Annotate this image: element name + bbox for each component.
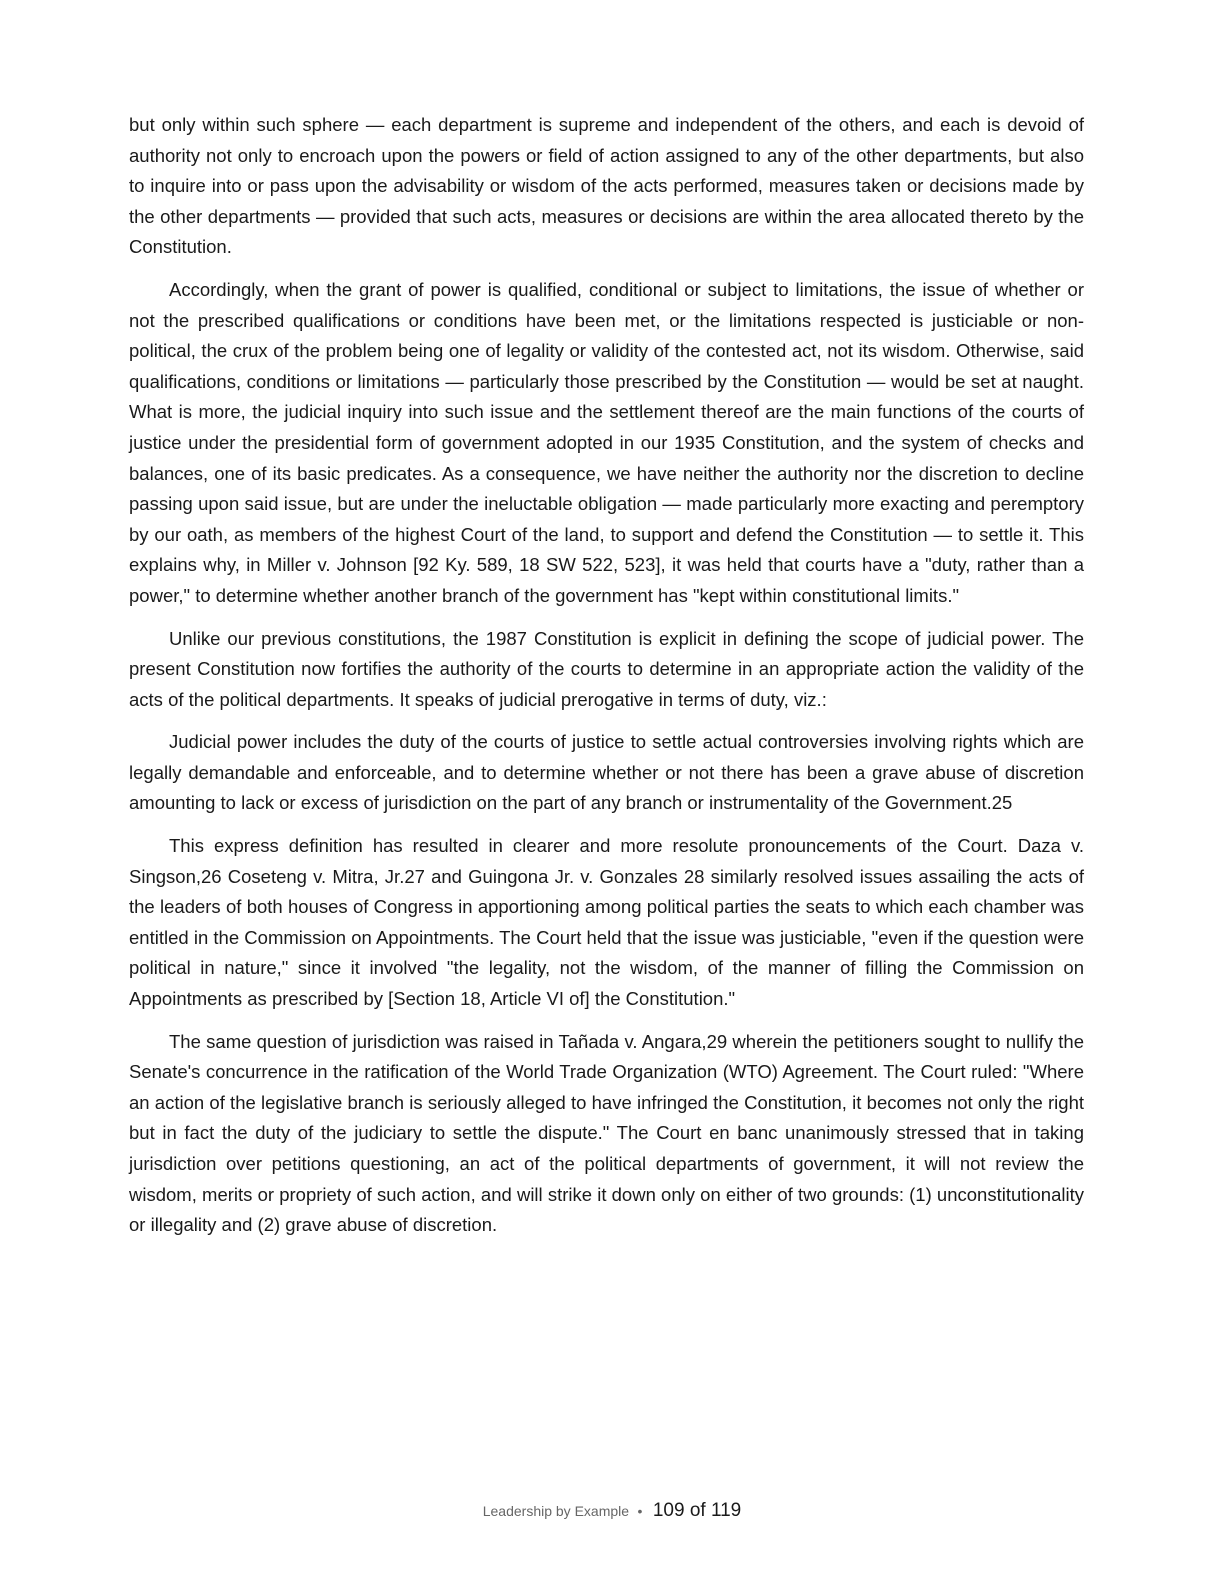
paragraph-judicial-power-quote: Judicial power includes the duty of the courts of justice to settle actual controversies involving rights which are legally demandable and enforceable, and to determine whether or not there has been a grave abuse of discretion amounting to lack or excess of jurisdiction on the part of any branch or instrumentality of the Government.25 xyxy=(129,731,1084,814)
page-footer xyxy=(0,1500,1224,1522)
footer-document-title: Leadership by Example xyxy=(482,1503,630,1519)
paragraph-1987-constitution: Unlike our previous constitutions, the 1987 Constitution is explicit in defining the scope of judicial power. The present Constitution now fortifies the authority of the courts to determine in an appropriate action the validity of the acts of the political departments. It speaks of judicial prerogative in terms of duty, viz.: xyxy=(129,627,1084,710)
paragraph-justiciability: Accordingly, when the grant of power is qualified, conditional or subject to limitations, the issue of whether or not the prescribed qualifications or conditions have been met, or the limitations respected is justiciable or non-political, the crux of the problem being one of legality or validity of the contested act, not its wisdom. Otherwise, said qualifications, conditions or limitations — particularly those prescribed by the Constitution — would be set at naught. What is more, the judicial inquiry into such issue and the settlement thereof are the main functions of the courts of justice under the presidential form of government adopted in our 1935 Constitution, and the system of checks and balances, one of its basic predicates. As a consequence, we have neither the authority nor the discretion to decline passing upon said issue, but are under the ineluctable obligation — made particularly more exacting and peremptory by our oath, as members of the highest Court of the land, to support and defend the Constitution — to settle it. This explains why, in Miller v. Johnson [92 Ky. 589, 18 SW 522, 523], it was held that courts have a "duty, rather than a power," to determine whether another branch of the government has "kept within constitutional limits." xyxy=(129,278,1084,606)
footer-bullet-separator: • xyxy=(637,1503,643,1519)
paragraph-express-definition: This express definition has resulted in clearer and more resolute pronouncements of the Court. Daza v. Singson,26 Coseteng v. Mitra, Jr.27 and Guingona Jr. v. Gonzales 28 similarly resolved issues assailing the acts of the leaders of both houses of Congress in apportioning among political parties the seats to which each chamber was entitled in the Commission on Appointments. The Court held that the issue was justiciable, "even if the question were political in nature," since it involved "the legality, not the wisdom, of the manner of filling the Commission on Appointments as prescribed by [Section 18, Article VI of] the Constitution." xyxy=(129,835,1084,1010)
document-body xyxy=(129,110,1084,1253)
paragraph-continuation: but only within such sphere — each department is supreme and independent of the others, and each is devoid of authority not only to encroach upon the powers or field of action assigned to any of the other departments, but also to inquire into or pass upon the advisability or wisdom of the acts performed, measures taken or decisions made by the other departments — provided that such acts, measures or decisions are within the area allocated thereto by the Constitution. xyxy=(129,114,1084,258)
paragraph-tanada-v-angara: The same question of jurisdiction was raised in Tañada v. Angara,29 wherein the petitioners sought to nullify the Senate's concurrence in the ratification of the World Trade Organization (WTO) Agreement. The Court ruled: "Where an action of the legislative branch is seriously alleged to have infringed the Constitution, it becomes not only the right but in fact the duty of the judiciary to settle the dispute." The Court en banc unanimously stressed that in taking jurisdiction over petitions questioning, an act of the political departments of government, it will not review the wisdom, merits or propriety of such action, and will strike it down only on either of two grounds: (1) unconstitutionality or illegality and (2) grave abuse of discretion. xyxy=(129,1030,1084,1236)
footer-page-number: 109 of 119 xyxy=(652,1500,742,1521)
